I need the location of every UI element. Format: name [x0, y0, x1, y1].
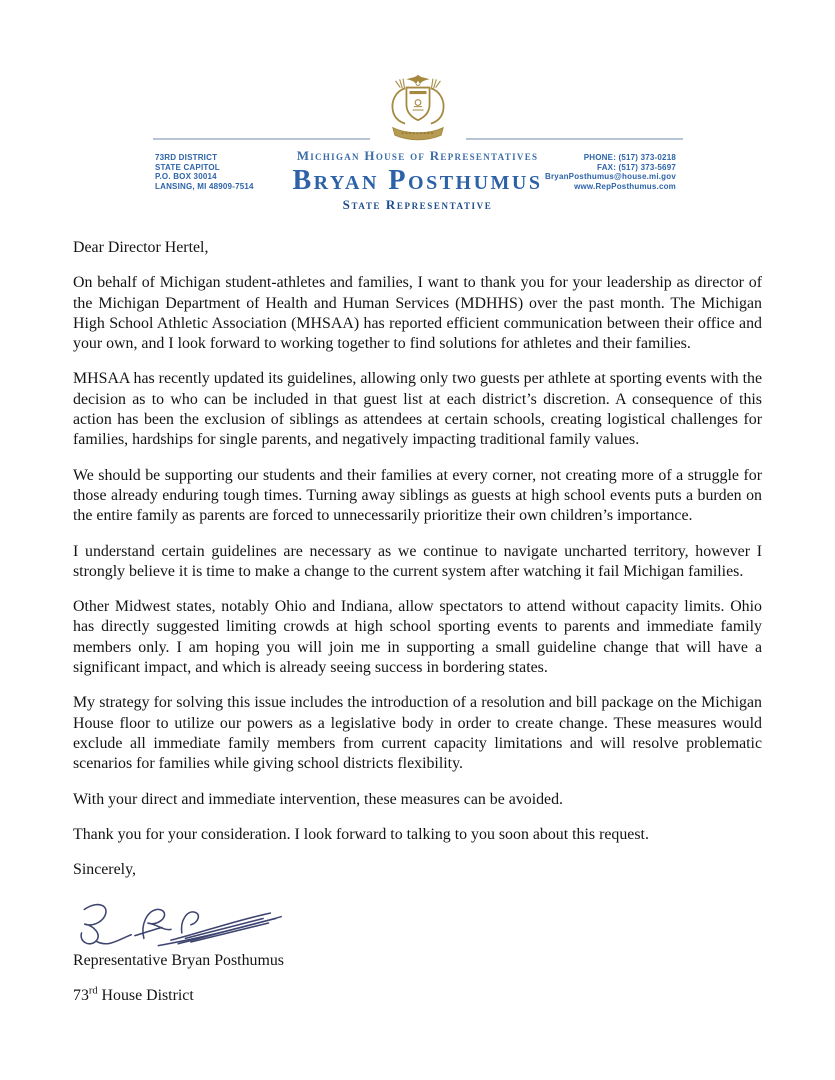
letter-body — [73, 238, 762, 1021]
city-line: LANSING, MI 48909-7514 — [155, 181, 254, 191]
signed-district — [73, 986, 762, 1006]
representative-name: Bryan Posthumus — [292, 165, 543, 196]
paragraph: Other Midwest states, notably Ohio and Indiana, allow spectators to attend without capacity limits. Ohio has directly suggested limiting crowds at high school sporting events to parents and immediate family members only. I am hoping you will join me in supporting a small guideline change that will have a significant impact, and which is already seeing success in bordering states. — [73, 598, 762, 677]
po-box-line: P.O. BOX 30014 — [155, 172, 217, 182]
letterhead-contact-block — [545, 153, 676, 191]
paragraph: My strategy for solving this issue includes the introduction of a resolution and bill package on the Michigan House floor to utilize our powers as a legislative body in order to create change. These measures would exclude all immediate family members from current capacity limitations and will resolve problematic scenarios for families while giving school districts flexibility. — [73, 694, 762, 773]
district-ordinal: rd — [88, 986, 98, 998]
paragraph: MHSAA has recently updated its guidelines, allowing only two guests per athlete at sporting events with the decision as to who can be included in that guest list at each district’s discretion. A consequence of this action has been the exclusion of siblings as attendees at certain schools, creating logistical challenges for families, hardships for single parents, and negatively impacting traditional family values. — [73, 370, 762, 449]
letterhead — [0, 0, 835, 238]
organization-name: Michigan House of Representatives — [296, 148, 539, 163]
paragraph: We should be supporting our students and their families at every corner, not creating more of a struggle for those already enduring tough times. Turning away siblings as guests at high school events puts a burden on the entire family as parents are forced to unnecessarily prioritize their own children’s importance. — [73, 466, 762, 525]
paragraph: On behalf of Michigan student-athletes and families, I want to thank you for your leadership as director of the Michigan Department of Health and Human Services (MDHHS) over the past month. The Michigan High School Athletic Association (MHSAA) has reported efficient communication between their office and your own, and I look forward to working together to find solutions for athletes and their families. — [73, 274, 762, 353]
paragraph: With your direct and immediate intervention, these measures can be avoided. — [73, 790, 564, 808]
letterhead-title-block — [0, 148, 835, 213]
salutation: Dear Director Hertel, — [73, 239, 209, 256]
capitol-line: STATE CAPITOL — [155, 162, 220, 172]
phone-line: PHONE: (517) 373-0218 — [583, 153, 676, 162]
paragraph: I understand certain guidelines are necessary as we continue to navigate uncharted territory, however I strongly believe it is time to make a change to the current system after watching it fail Michigan families. — [73, 542, 762, 580]
website-line: www.RepPosthumus.com — [574, 181, 676, 191]
handwritten-signature-icon — [71, 895, 289, 951]
district-rest: House District — [97, 987, 194, 1005]
district-line: 73RD DISTRICT — [155, 153, 218, 162]
signed-name: Representative Bryan Posthumus — [73, 952, 284, 970]
email-line: BryanPosthumus@house.mi.gov — [545, 172, 676, 182]
district-number: 73 — [73, 987, 89, 1005]
paragraph: Thank you for your consideration. I look forward to talking to you soon about this request. — [73, 825, 649, 843]
fax-line: FAX: (517) 373-5697 — [597, 162, 676, 172]
valediction: Sincerely, — [73, 861, 136, 879]
representative-title: State Representative — [342, 197, 493, 212]
michigan-coat-of-arms-icon — [370, 71, 466, 149]
